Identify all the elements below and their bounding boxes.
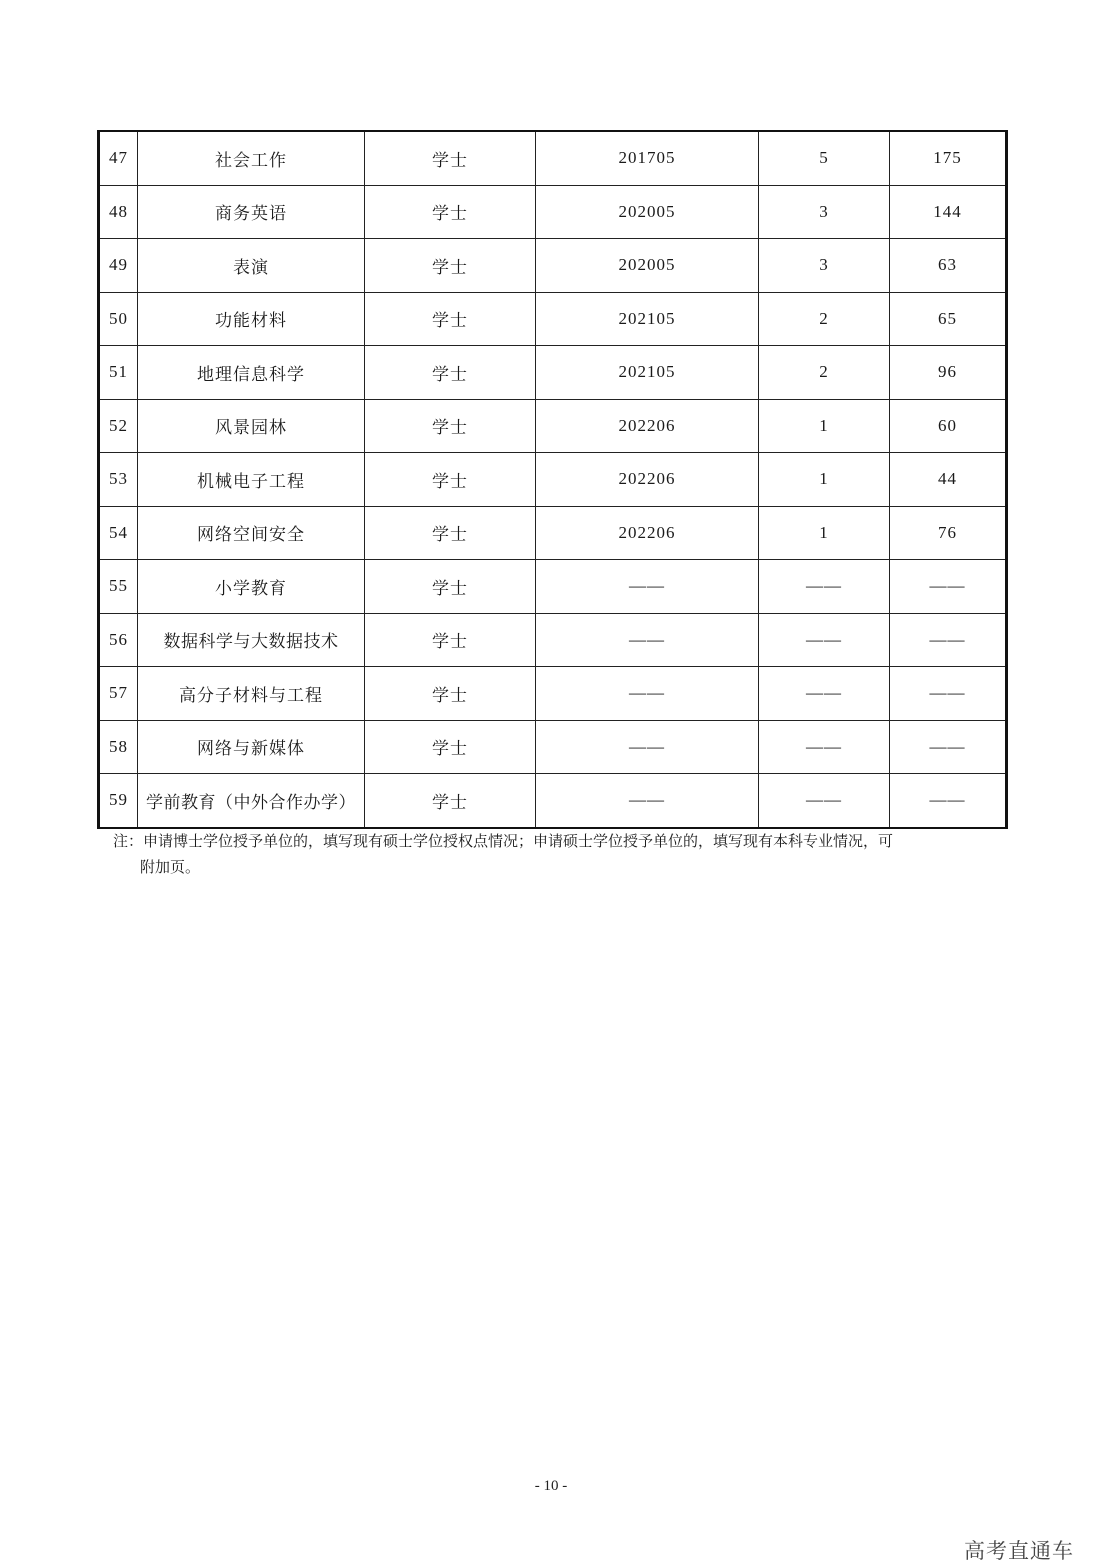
watermark: 高考直通车	[964, 1539, 1074, 1563]
graduate-count-cell: 60	[890, 399, 1007, 453]
approval-date-cell: 202206	[536, 453, 759, 507]
graduating-classes-cell: ——	[759, 560, 890, 614]
row-number-cell: 57	[99, 667, 138, 721]
graduating-classes-cell: 1	[759, 399, 890, 453]
table-row	[99, 506, 1007, 560]
graduate-count-cell: 76	[890, 506, 1007, 560]
graduating-classes-cell: 2	[759, 346, 890, 400]
footnote	[113, 828, 993, 880]
degree-type-cell: 学士	[365, 506, 536, 560]
graduate-count-cell: 44	[890, 453, 1007, 507]
graduate-count-cell: 175	[890, 131, 1007, 185]
table-row	[99, 720, 1007, 774]
row-number-cell: 58	[99, 720, 138, 774]
graduating-classes-cell: ——	[759, 667, 890, 721]
table-row	[99, 667, 1007, 721]
approval-date-cell: 201705	[536, 131, 759, 185]
graduating-classes-cell: 3	[759, 239, 890, 293]
approval-date-cell: ——	[536, 774, 759, 828]
table-row	[99, 185, 1007, 239]
degree-type-cell: 学士	[365, 346, 536, 400]
degree-type-cell: 学士	[365, 292, 536, 346]
table-row	[99, 239, 1007, 293]
approval-date-cell: 202105	[536, 292, 759, 346]
major-name-cell: 表演	[138, 239, 365, 293]
table-row	[99, 346, 1007, 400]
major-name-cell: 网络空间安全	[138, 506, 365, 560]
row-number-cell: 53	[99, 453, 138, 507]
row-number-cell: 59	[99, 774, 138, 828]
degree-type-cell: 学士	[365, 560, 536, 614]
graduating-classes-cell: 5	[759, 131, 890, 185]
major-name-cell: 网络与新媒体	[138, 720, 365, 774]
graduate-count-cell: 63	[890, 239, 1007, 293]
page-number: - 10 -	[534, 1478, 568, 1494]
row-number-cell: 52	[99, 399, 138, 453]
graduate-count-cell: ——	[890, 613, 1007, 667]
approval-date-cell: ——	[536, 720, 759, 774]
majors-table-body	[99, 131, 1007, 828]
major-name-cell: 风景园林	[138, 399, 365, 453]
row-number-cell: 50	[99, 292, 138, 346]
row-number-cell: 54	[99, 506, 138, 560]
row-number-cell: 56	[99, 613, 138, 667]
graduate-count-cell: 96	[890, 346, 1007, 400]
approval-date-cell: ——	[536, 667, 759, 721]
graduating-classes-cell: ——	[759, 613, 890, 667]
table-row	[99, 560, 1007, 614]
degree-type-cell: 学士	[365, 720, 536, 774]
degree-type-cell: 学士	[365, 399, 536, 453]
graduating-classes-cell: ——	[759, 720, 890, 774]
table-row	[99, 613, 1007, 667]
major-name-cell: 社会工作	[138, 131, 365, 185]
approval-date-cell: 202206	[536, 399, 759, 453]
graduate-count-cell: 65	[890, 292, 1007, 346]
table-row	[99, 774, 1007, 828]
graduate-count-cell: ——	[890, 667, 1007, 721]
row-number-cell: 48	[99, 185, 138, 239]
row-number-cell: 47	[99, 131, 138, 185]
approval-date-cell: 202206	[536, 506, 759, 560]
approval-date-cell: 202105	[536, 346, 759, 400]
graduating-classes-cell: ——	[759, 774, 890, 828]
major-name-cell: 学前教育（中外合作办学）	[138, 774, 365, 828]
degree-type-cell: 学士	[365, 667, 536, 721]
table-row	[99, 453, 1007, 507]
degree-type-cell: 学士	[365, 239, 536, 293]
row-number-cell: 51	[99, 346, 138, 400]
major-name-cell: 数据科学与大数据技术	[138, 613, 365, 667]
major-name-cell: 商务英语	[138, 185, 365, 239]
degree-type-cell: 学士	[365, 453, 536, 507]
major-name-cell: 高分子材料与工程	[138, 667, 365, 721]
degree-type-cell: 学士	[365, 774, 536, 828]
row-number-cell: 55	[99, 560, 138, 614]
major-name-cell: 功能材料	[138, 292, 365, 346]
degree-type-cell: 学士	[365, 613, 536, 667]
graduate-count-cell: ——	[890, 720, 1007, 774]
major-name-cell: 地理信息科学	[138, 346, 365, 400]
approval-date-cell: ——	[536, 613, 759, 667]
approval-date-cell: 202005	[536, 239, 759, 293]
footnote-line-1: 注：申请博士学位授予单位的，填写现有硕士学位授权点情况；申请硕士学位授予单位的，填写现有本科专业情况，可	[113, 832, 894, 850]
row-number-cell: 49	[99, 239, 138, 293]
approval-date-cell: ——	[536, 560, 759, 614]
graduate-count-cell: ——	[890, 560, 1007, 614]
majors-table	[97, 130, 1008, 829]
approval-date-cell: 202005	[536, 185, 759, 239]
major-name-cell: 机械电子工程	[138, 453, 365, 507]
table-row	[99, 399, 1007, 453]
major-name-cell: 小学教育	[138, 560, 365, 614]
degree-type-cell: 学士	[365, 185, 536, 239]
graduating-classes-cell: 3	[759, 185, 890, 239]
graduate-count-cell: 144	[890, 185, 1007, 239]
degree-type-cell: 学士	[365, 131, 536, 185]
graduating-classes-cell: 2	[759, 292, 890, 346]
graduate-count-cell: ——	[890, 774, 1007, 828]
table-row	[99, 292, 1007, 346]
graduating-classes-cell: 1	[759, 453, 890, 507]
graduating-classes-cell: 1	[759, 506, 890, 560]
table-row	[99, 131, 1007, 185]
footnote-line-2: 附加页。	[140, 858, 201, 876]
